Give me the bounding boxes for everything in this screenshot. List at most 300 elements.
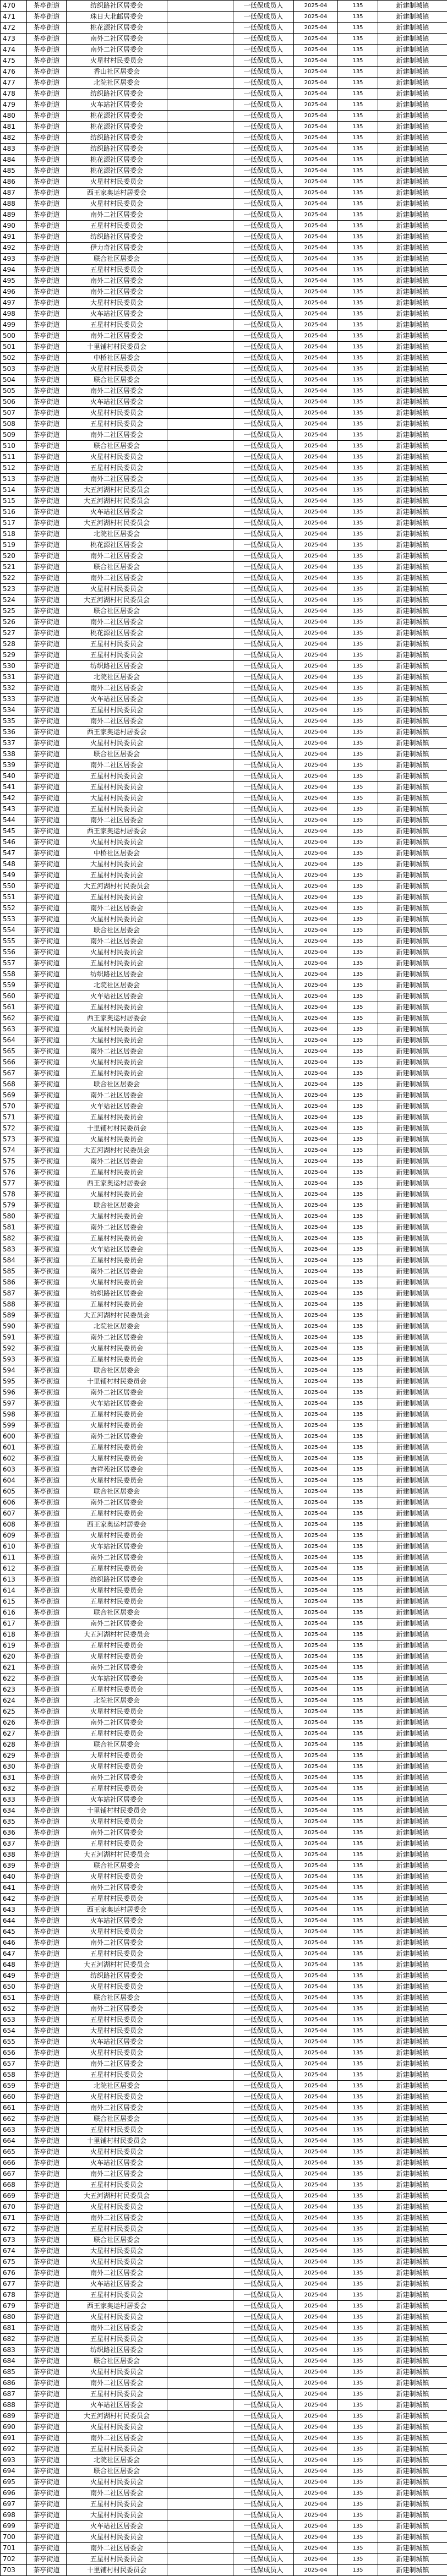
cell-village: 五星村村民委员会 bbox=[67, 1596, 167, 1607]
cell-name bbox=[167, 2026, 233, 2037]
cell-name bbox=[167, 1938, 233, 1949]
cell-category: 新建制城镇 bbox=[378, 2004, 447, 2015]
cell-town: 茶亭街道 bbox=[27, 1255, 67, 1266]
cell-village: 南外二社区居委会 bbox=[67, 1332, 167, 1343]
cell-type: 一低保成员人 bbox=[233, 1519, 294, 1530]
cell-amount: 135 bbox=[338, 980, 378, 991]
cell-period: 2025-04 bbox=[294, 947, 338, 958]
cell-amount: 135 bbox=[338, 2543, 378, 2554]
cell-village: 火车站社区居委会 bbox=[67, 1673, 167, 1684]
cell-town: 茶亭街道 bbox=[27, 331, 67, 342]
cell-town: 茶亭街道 bbox=[27, 793, 67, 804]
cell-category: 新建制城镇 bbox=[378, 496, 447, 507]
cell-type: 一低保成员人 bbox=[233, 683, 294, 694]
cell-category: 新建制城镇 bbox=[378, 2554, 447, 2565]
cell-village: 西王家奥运村居委会 bbox=[67, 1519, 167, 1530]
cell-amount: 135 bbox=[338, 2433, 378, 2444]
cell-category: 新建制城镇 bbox=[378, 1839, 447, 1850]
cell-name bbox=[167, 1453, 233, 1464]
cell-village: 火星村村民委员会 bbox=[67, 947, 167, 958]
cell-town: 茶亭街道 bbox=[27, 1035, 67, 1046]
cell-category: 新建制城镇 bbox=[378, 386, 447, 397]
cell-category: 新建制城镇 bbox=[378, 2455, 447, 2466]
cell-no: 609 bbox=[1, 1530, 27, 1541]
cell-village: 大五河湖村村民委员会 bbox=[67, 2191, 167, 2202]
cell-period: 2025-04 bbox=[294, 2136, 338, 2147]
cell-name bbox=[167, 2092, 233, 2103]
cell-amount: 135 bbox=[338, 1585, 378, 1596]
cell-category: 新建制城镇 bbox=[378, 683, 447, 694]
cell-town: 茶亭街道 bbox=[27, 2125, 67, 2136]
cell-period: 2025-04 bbox=[294, 1255, 338, 1266]
cell-type: 一低保成员人 bbox=[233, 1872, 294, 1883]
cell-category: 新建制城镇 bbox=[378, 507, 447, 518]
cell-name bbox=[167, 364, 233, 375]
cell-category: 新建制城镇 bbox=[378, 243, 447, 254]
cell-amount: 135 bbox=[338, 1167, 378, 1178]
cell-period: 2025-04 bbox=[294, 2004, 338, 2015]
cell-village: 十里铺村村民委员会 bbox=[67, 342, 167, 353]
cell-type: 一低保成员人 bbox=[233, 1167, 294, 1178]
cell-amount: 135 bbox=[338, 2015, 378, 2026]
cell-amount: 135 bbox=[338, 430, 378, 441]
cell-village: 火星村村民委员会 bbox=[67, 2147, 167, 2158]
cell-type: 一低保成员人 bbox=[233, 628, 294, 639]
cell-town: 茶亭街道 bbox=[27, 1288, 67, 1299]
cell-period: 2025-04 bbox=[294, 1883, 338, 1894]
cell-type: 一低保成员人 bbox=[233, 1310, 294, 1321]
cell-type: 一低保成员人 bbox=[233, 1795, 294, 1806]
cell-type: 一低保成员人 bbox=[233, 2004, 294, 2015]
cell-name bbox=[167, 1894, 233, 1905]
cell-period: 2025-04 bbox=[294, 1751, 338, 1762]
cell-town: 茶亭街道 bbox=[27, 2400, 67, 2411]
cell-no: 538 bbox=[1, 749, 27, 760]
cell-category: 新建制城镇 bbox=[378, 903, 447, 914]
cell-village: 火星村村民委员会 bbox=[67, 1057, 167, 1068]
cell-type: 一低保成员人 bbox=[233, 1751, 294, 1762]
cell-category: 新建制城镇 bbox=[378, 2334, 447, 2345]
cell-category: 新建制城镇 bbox=[378, 474, 447, 485]
cell-type: 一低保成员人 bbox=[233, 1244, 294, 1255]
cell-village: 五星村村民委员会 bbox=[67, 1002, 167, 1013]
cell-type: 一低保成员人 bbox=[233, 386, 294, 397]
cell-village: 五星村村民委员会 bbox=[67, 1409, 167, 1420]
cell-town: 茶亭街道 bbox=[27, 463, 67, 474]
cell-period: 2025-04 bbox=[294, 2246, 338, 2257]
cell-town: 茶亭街道 bbox=[27, 133, 67, 144]
cell-amount: 135 bbox=[338, 2312, 378, 2323]
cell-name bbox=[167, 2125, 233, 2136]
cell-category: 新建制城镇 bbox=[378, 650, 447, 661]
cell-type: 一低保成员人 bbox=[233, 1762, 294, 1773]
cell-period: 2025-04 bbox=[294, 2532, 338, 2543]
cell-name bbox=[167, 1277, 233, 1288]
cell-no: 578 bbox=[1, 1189, 27, 1200]
cell-no: 616 bbox=[1, 1607, 27, 1618]
cell-village: 联合社区居委会 bbox=[67, 441, 167, 452]
cell-name bbox=[167, 716, 233, 727]
cell-town: 茶亭街道 bbox=[27, 892, 67, 903]
cell-village: 南外二社区居委会 bbox=[67, 2488, 167, 2499]
cell-category: 新建制城镇 bbox=[378, 1541, 447, 1552]
cell-name bbox=[167, 2554, 233, 2565]
cell-category: 新建制城镇 bbox=[378, 958, 447, 969]
cell-type: 一低保成员人 bbox=[233, 166, 294, 177]
cell-no: 632 bbox=[1, 1784, 27, 1795]
cell-village: 联合社区居委会 bbox=[67, 925, 167, 936]
cell-category: 新建制城镇 bbox=[378, 2532, 447, 2543]
cell-name bbox=[167, 1541, 233, 1552]
cell-amount: 135 bbox=[338, 2499, 378, 2510]
cell-type: 一低保成员人 bbox=[233, 309, 294, 320]
cell-no: 551 bbox=[1, 892, 27, 903]
cell-category: 新建制城镇 bbox=[378, 2125, 447, 2136]
cell-type: 一低保成员人 bbox=[233, 1740, 294, 1751]
cell-no: 644 bbox=[1, 1916, 27, 1927]
cell-name bbox=[167, 1090, 233, 1101]
cell-type: 一低保成员人 bbox=[233, 463, 294, 474]
cell-town: 茶亭街道 bbox=[27, 1, 67, 12]
cell-period: 2025-04 bbox=[294, 1024, 338, 1035]
cell-type: 一低保成员人 bbox=[233, 1156, 294, 1167]
cell-no: 542 bbox=[1, 793, 27, 804]
cell-town: 茶亭街道 bbox=[27, 1222, 67, 1233]
cell-amount: 135 bbox=[338, 2235, 378, 2246]
cell-amount: 135 bbox=[338, 2224, 378, 2235]
cell-village: 五星村村民委员会 bbox=[67, 892, 167, 903]
cell-type: 一低保成员人 bbox=[233, 2158, 294, 2169]
cell-village: 火车站社区居委会 bbox=[67, 1541, 167, 1552]
cell-amount: 135 bbox=[338, 1696, 378, 1707]
cell-category: 新建制城镇 bbox=[378, 1662, 447, 1673]
cell-name bbox=[167, 1343, 233, 1354]
cell-period: 2025-04 bbox=[294, 2554, 338, 2565]
cell-category: 新建制城镇 bbox=[378, 2026, 447, 2037]
cell-name bbox=[167, 947, 233, 958]
cell-period: 2025-04 bbox=[294, 815, 338, 826]
cell-category: 新建制城镇 bbox=[378, 1002, 447, 1013]
cell-no: 485 bbox=[1, 166, 27, 177]
cell-type: 一低保成员人 bbox=[233, 2488, 294, 2499]
cell-type: 一低保成员人 bbox=[233, 2411, 294, 2422]
cell-category: 新建制城镇 bbox=[378, 1684, 447, 1696]
cell-town: 茶亭街道 bbox=[27, 1729, 67, 1740]
cell-name bbox=[167, 2565, 233, 2576]
cell-amount: 135 bbox=[338, 683, 378, 694]
cell-amount: 135 bbox=[338, 2323, 378, 2334]
cell-town: 茶亭街道 bbox=[27, 1530, 67, 1541]
cell-town: 茶亭街道 bbox=[27, 1244, 67, 1255]
cell-period: 2025-04 bbox=[294, 2202, 338, 2213]
cell-period: 2025-04 bbox=[294, 56, 338, 67]
cell-period: 2025-04 bbox=[294, 496, 338, 507]
cell-name bbox=[167, 782, 233, 793]
cell-category: 新建制城镇 bbox=[378, 1376, 447, 1387]
cell-village: 南外二社区居委会 bbox=[67, 1718, 167, 1729]
cell-village: 五星村村民委员会 bbox=[67, 265, 167, 276]
cell-amount: 135 bbox=[338, 2532, 378, 2543]
cell-name bbox=[167, 2081, 233, 2092]
cell-amount: 135 bbox=[338, 1751, 378, 1762]
cell-category: 新建制城镇 bbox=[378, 1486, 447, 1497]
cell-period: 2025-04 bbox=[294, 738, 338, 749]
cell-type: 一低保成员人 bbox=[233, 1651, 294, 1662]
cell-category: 新建制城镇 bbox=[378, 1057, 447, 1068]
cell-amount: 135 bbox=[338, 1519, 378, 1530]
cell-category: 新建制城镇 bbox=[378, 419, 447, 430]
cell-village: 西王家奥运村居委会 bbox=[67, 1178, 167, 1189]
cell-town: 茶亭街道 bbox=[27, 1651, 67, 1662]
cell-town: 茶亭街道 bbox=[27, 1464, 67, 1475]
cell-town: 茶亭街道 bbox=[27, 1145, 67, 1156]
cell-category: 新建制城镇 bbox=[378, 2103, 447, 2114]
cell-amount: 135 bbox=[338, 958, 378, 969]
cell-period: 2025-04 bbox=[294, 1784, 338, 1795]
cell-village: 五星村村民委员会 bbox=[67, 870, 167, 881]
cell-name bbox=[167, 1486, 233, 1497]
cell-no: 514 bbox=[1, 485, 27, 496]
cell-town: 茶亭街道 bbox=[27, 1376, 67, 1387]
cell-town: 茶亭街道 bbox=[27, 562, 67, 573]
cell-period: 2025-04 bbox=[294, 2488, 338, 2499]
cell-type: 一低保成员人 bbox=[233, 430, 294, 441]
cell-name bbox=[167, 2290, 233, 2301]
cell-category: 新建制城镇 bbox=[378, 1729, 447, 1740]
cell-type: 一低保成员人 bbox=[233, 2422, 294, 2433]
cell-category: 新建制城镇 bbox=[378, 1090, 447, 1101]
cell-town: 茶亭街道 bbox=[27, 859, 67, 870]
cell-no: 673 bbox=[1, 2235, 27, 2246]
cell-type: 一低保成员人 bbox=[233, 1960, 294, 1971]
cell-no: 579 bbox=[1, 1200, 27, 1211]
cell-no: 558 bbox=[1, 969, 27, 980]
cell-amount: 135 bbox=[338, 1817, 378, 1828]
cell-amount: 135 bbox=[338, 1784, 378, 1795]
cell-name bbox=[167, 1629, 233, 1640]
cell-village: 五星村村民委员会 bbox=[67, 1563, 167, 1574]
cell-category: 新建制城镇 bbox=[378, 1707, 447, 1718]
cell-category: 新建制城镇 bbox=[378, 2224, 447, 2235]
cell-name bbox=[167, 166, 233, 177]
cell-type: 一低保成员人 bbox=[233, 2532, 294, 2543]
cell-category: 新建制城镇 bbox=[378, 2257, 447, 2268]
cell-no: 665 bbox=[1, 2147, 27, 2158]
cell-village: 南外二社区居委会 bbox=[67, 551, 167, 562]
cell-town: 茶亭街道 bbox=[27, 2158, 67, 2169]
cell-category: 新建制城镇 bbox=[378, 2400, 447, 2411]
cell-name bbox=[167, 1002, 233, 1013]
cell-period: 2025-04 bbox=[294, 1938, 338, 1949]
cell-period: 2025-04 bbox=[294, 837, 338, 848]
cell-amount: 135 bbox=[338, 2444, 378, 2455]
cell-amount: 135 bbox=[338, 2213, 378, 2224]
cell-type: 一低保成员人 bbox=[233, 2213, 294, 2224]
cell-village: 联合社区居委会 bbox=[67, 562, 167, 573]
cell-name bbox=[167, 474, 233, 485]
cell-category: 新建制城镇 bbox=[378, 2081, 447, 2092]
cell-town: 茶亭街道 bbox=[27, 12, 67, 23]
cell-no: 534 bbox=[1, 705, 27, 716]
cell-village: 火星村村民委员会 bbox=[67, 364, 167, 375]
cell-village: 联合社区居委会 bbox=[67, 606, 167, 617]
cell-town: 茶亭街道 bbox=[27, 870, 67, 881]
cell-period: 2025-04 bbox=[294, 397, 338, 408]
cell-name bbox=[167, 1310, 233, 1321]
cell-name bbox=[167, 1971, 233, 1982]
cell-type: 一低保成员人 bbox=[233, 837, 294, 848]
cell-name bbox=[167, 56, 233, 67]
cell-amount: 135 bbox=[338, 56, 378, 67]
cell-period: 2025-04 bbox=[294, 727, 338, 738]
cell-town: 茶亭街道 bbox=[27, 760, 67, 771]
cell-type: 一低保成员人 bbox=[233, 243, 294, 254]
cell-village: 联合社区居委会 bbox=[67, 1079, 167, 1090]
cell-period: 2025-04 bbox=[294, 2301, 338, 2312]
cell-name bbox=[167, 2444, 233, 2455]
cell-town: 茶亭街道 bbox=[27, 1475, 67, 1486]
cell-town: 茶亭街道 bbox=[27, 1420, 67, 1431]
cell-type: 一低保成员人 bbox=[233, 1387, 294, 1398]
cell-category: 新建制城镇 bbox=[378, 2147, 447, 2158]
cell-category: 新建制城镇 bbox=[378, 430, 447, 441]
cell-no: 685 bbox=[1, 2367, 27, 2378]
cell-period: 2025-04 bbox=[294, 1200, 338, 1211]
cell-town: 茶亭街道 bbox=[27, 353, 67, 364]
cell-town: 茶亭街道 bbox=[27, 1927, 67, 1938]
cell-type: 一低保成员人 bbox=[233, 1365, 294, 1376]
cell-amount: 135 bbox=[338, 1762, 378, 1773]
cell-name bbox=[167, 1, 233, 12]
cell-name bbox=[167, 1409, 233, 1420]
cell-amount: 135 bbox=[338, 1376, 378, 1387]
cell-period: 2025-04 bbox=[294, 67, 338, 78]
cell-town: 茶亭街道 bbox=[27, 496, 67, 507]
cell-type: 一低保成员人 bbox=[233, 155, 294, 166]
cell-category: 新建制城镇 bbox=[378, 133, 447, 144]
cell-type: 一低保成员人 bbox=[233, 2224, 294, 2235]
cell-name bbox=[167, 529, 233, 540]
cell-amount: 135 bbox=[338, 1145, 378, 1156]
cell-type: 一低保成员人 bbox=[233, 584, 294, 595]
cell-no: 480 bbox=[1, 111, 27, 122]
cell-type: 一低保成员人 bbox=[233, 78, 294, 89]
cell-category: 新建制城镇 bbox=[378, 1960, 447, 1971]
cell-amount: 135 bbox=[338, 2125, 378, 2136]
cell-amount: 135 bbox=[338, 2422, 378, 2433]
cell-village: 北院社区居委会 bbox=[67, 78, 167, 89]
cell-no: 524 bbox=[1, 595, 27, 606]
cell-period: 2025-04 bbox=[294, 1288, 338, 1299]
cell-amount: 135 bbox=[338, 1101, 378, 1112]
cell-name bbox=[167, 991, 233, 1002]
cell-village: 大五河湖村村民委员会 bbox=[67, 1960, 167, 1971]
cell-category: 新建制城镇 bbox=[378, 859, 447, 870]
cell-town: 茶亭街道 bbox=[27, 2378, 67, 2389]
cell-village: 五星村村民委员会 bbox=[67, 2334, 167, 2345]
cell-name bbox=[167, 177, 233, 188]
cell-no: 691 bbox=[1, 2433, 27, 2444]
cell-town: 茶亭街道 bbox=[27, 2466, 67, 2477]
cell-type: 一低保成员人 bbox=[233, 100, 294, 111]
cell-name bbox=[167, 100, 233, 111]
cell-name bbox=[167, 386, 233, 397]
cell-category: 新建制城镇 bbox=[378, 837, 447, 848]
cell-amount: 135 bbox=[338, 254, 378, 265]
cell-name bbox=[167, 2213, 233, 2224]
cell-amount: 135 bbox=[338, 210, 378, 221]
cell-name bbox=[167, 584, 233, 595]
cell-no: 660 bbox=[1, 2092, 27, 2103]
cell-type: 一低保成员人 bbox=[233, 804, 294, 815]
cell-type: 一低保成员人 bbox=[233, 2202, 294, 2213]
cell-type: 一低保成员人 bbox=[233, 716, 294, 727]
cell-village: 南外二社区居委会 bbox=[67, 2268, 167, 2279]
cell-period: 2025-04 bbox=[294, 1552, 338, 1563]
cell-amount: 135 bbox=[338, 1123, 378, 1134]
cell-category: 新建制城镇 bbox=[378, 2422, 447, 2433]
cell-period: 2025-04 bbox=[294, 254, 338, 265]
cell-no: 562 bbox=[1, 1013, 27, 1024]
cell-category: 新建制城镇 bbox=[378, 276, 447, 287]
cell-period: 2025-04 bbox=[294, 628, 338, 639]
cell-town: 茶亭街道 bbox=[27, 584, 67, 595]
cell-amount: 135 bbox=[338, 2169, 378, 2180]
cell-amount: 135 bbox=[338, 1508, 378, 1519]
cell-town: 茶亭街道 bbox=[27, 683, 67, 694]
cell-amount: 135 bbox=[338, 1883, 378, 1894]
cell-name bbox=[167, 760, 233, 771]
cell-period: 2025-04 bbox=[294, 2444, 338, 2455]
cell-category: 新建制城镇 bbox=[378, 2543, 447, 2554]
cell-town: 茶亭街道 bbox=[27, 529, 67, 540]
cell-name bbox=[167, 650, 233, 661]
cell-name bbox=[167, 1365, 233, 1376]
cell-amount: 135 bbox=[338, 1035, 378, 1046]
cell-town: 茶亭街道 bbox=[27, 177, 67, 188]
cell-town: 茶亭街道 bbox=[27, 2202, 67, 2213]
cell-type: 一低保成员人 bbox=[233, 1894, 294, 1905]
cell-category: 新建制城镇 bbox=[378, 1563, 447, 1574]
cell-type: 一低保成员人 bbox=[233, 1343, 294, 1354]
cell-town: 茶亭街道 bbox=[27, 298, 67, 309]
cell-name bbox=[167, 1442, 233, 1453]
cell-no: 471 bbox=[1, 12, 27, 23]
cell-type: 一低保成员人 bbox=[233, 56, 294, 67]
cell-village: 香山社区居委会 bbox=[67, 67, 167, 78]
cell-amount: 135 bbox=[338, 584, 378, 595]
cell-village: 五星村村民委员会 bbox=[67, 2290, 167, 2301]
cell-no: 576 bbox=[1, 1167, 27, 1178]
cell-village: 南外二社区居委会 bbox=[67, 2103, 167, 2114]
cell-name bbox=[167, 1806, 233, 1817]
cell-town: 茶亭街道 bbox=[27, 2070, 67, 2081]
cell-no: 586 bbox=[1, 1277, 27, 1288]
cell-type: 一低保成员人 bbox=[233, 1927, 294, 1938]
cell-no: 688 bbox=[1, 2400, 27, 2411]
cell-category: 新建制城镇 bbox=[378, 2290, 447, 2301]
cell-town: 茶亭街道 bbox=[27, 1398, 67, 1409]
cell-village: 桃花源社区居委会 bbox=[67, 23, 167, 34]
cell-no: 696 bbox=[1, 2488, 27, 2499]
cell-village: 联合社区居委会 bbox=[67, 2235, 167, 2246]
cell-category: 新建制城镇 bbox=[378, 551, 447, 562]
cell-no: 703 bbox=[1, 2565, 27, 2576]
cell-amount: 135 bbox=[338, 2510, 378, 2521]
cell-amount: 135 bbox=[338, 1596, 378, 1607]
cell-amount: 135 bbox=[338, 1574, 378, 1585]
cell-type: 一低保成员人 bbox=[233, 1916, 294, 1927]
